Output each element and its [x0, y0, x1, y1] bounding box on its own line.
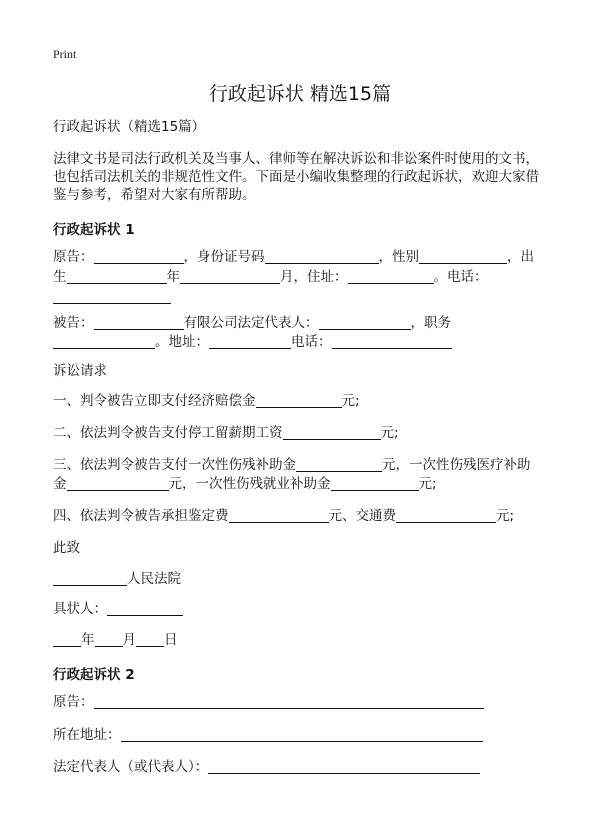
s2-plaintiff-blank[interactable] — [94, 693, 484, 709]
claim-4 — [53, 507, 514, 526]
legal-rep-blank[interactable] — [319, 314, 411, 330]
company-blank[interactable] — [94, 314, 184, 330]
s2-rep-blank[interactable] — [208, 758, 480, 774]
gender-blank[interactable] — [419, 248, 507, 264]
section-1-heading: 行政起诉状 1 — [53, 222, 135, 238]
claim-2-unit: 元; — [380, 425, 399, 441]
defendant-line-2 — [53, 333, 452, 352]
claim-3-text-c: 金 — [53, 476, 67, 492]
defendant-line-1 — [53, 314, 451, 333]
signer-blank[interactable] — [107, 600, 183, 616]
date-day-label: 日 — [164, 632, 178, 648]
date-year-blank[interactable] — [53, 631, 81, 647]
section-2-heading: 行政起诉状 2 — [53, 667, 135, 683]
intro-line-2: 也包括司法机关的非规范性文件。下面是小编收集整理的行政起诉状，欢迎大家借 — [53, 169, 539, 185]
phone-label: 。电话： — [433, 269, 488, 285]
plaintiff-line-2 — [53, 268, 488, 287]
s2-address-blank[interactable] — [121, 726, 483, 742]
claims-heading: 诉讼请求 — [53, 363, 107, 379]
claim-1-blank[interactable] — [256, 392, 342, 408]
transport-fee-blank[interactable] — [396, 507, 496, 523]
defendant-label: 被告： — [53, 315, 94, 331]
plaintiff-line-1 — [53, 248, 534, 267]
post-blank[interactable] — [53, 333, 155, 349]
born-label-a: ，出 — [507, 249, 534, 265]
plaintiff-name-blank[interactable] — [94, 248, 184, 264]
post-label: ，职务 — [410, 315, 451, 331]
claim-2-text: 二、依法判令被告支付停工留薪期工资 — [53, 425, 283, 441]
claim-3-line-1 — [53, 456, 531, 475]
claim-3-text-d: 元，一次性伤残就业补助金 — [168, 476, 331, 492]
s2-rep-label: 法定代表人（或代表人）： — [53, 759, 209, 775]
claim-2 — [53, 424, 399, 443]
claim-3-line-2 — [53, 475, 437, 494]
date-line — [53, 631, 178, 650]
date-month-blank[interactable] — [95, 631, 123, 647]
court-blank[interactable] — [53, 570, 127, 586]
claim-2-blank[interactable] — [283, 424, 381, 440]
signer-line — [53, 600, 183, 619]
plaintiff-phone-blank[interactable] — [53, 288, 171, 304]
defendant-phone-blank[interactable] — [332, 333, 452, 349]
date-day-blank[interactable] — [136, 631, 164, 647]
court-line — [53, 570, 181, 589]
claim-3-blank-1[interactable] — [296, 456, 382, 472]
intro-line-3: 鉴与参考，希望对大家有所帮助。 — [53, 187, 256, 203]
claim-3-text-b: 元，一次性伤残医疗补助 — [382, 457, 531, 473]
defendant-address-label: 。地址： — [155, 334, 209, 350]
claim-3-unit: 元; — [418, 476, 437, 492]
claim-1-unit: 元; — [341, 393, 360, 409]
claim-4-text-b: 元、交通费 — [328, 508, 396, 524]
gender-label: ，性别 — [378, 249, 419, 265]
s2-rep-line — [53, 758, 480, 777]
s2-plaintiff-label: 原告： — [53, 694, 94, 710]
address-blank[interactable] — [348, 268, 434, 284]
print-link[interactable]: Print — [53, 47, 77, 61]
date-month-label: 月 — [122, 632, 136, 648]
defendant-address-blank[interactable] — [209, 333, 291, 349]
intro-line-1: 法律文书是司法行政机关及当事人、律师等在解决诉讼和非讼案件时使用的文书， — [53, 151, 539, 167]
legal-rep-label: 有限公司法定代表人： — [183, 315, 319, 331]
birth-month-blank[interactable] — [180, 268, 280, 284]
s2-plaintiff-line — [53, 693, 484, 712]
id-number-blank[interactable] — [265, 248, 379, 264]
claim-4-unit: 元; — [496, 508, 515, 524]
signer-label: 具状人： — [53, 601, 107, 617]
address-label: 月，住址： — [280, 269, 348, 285]
claim-3-text: 三、依法判令被告支付一次性伤残补助金 — [53, 457, 296, 473]
claim-1-text: 一、判令被告立即支付经济赔偿金 — [53, 393, 256, 409]
born-label-b: 生 — [53, 269, 67, 285]
claim-3-blank-3[interactable] — [331, 475, 419, 491]
defendant-phone-label: 电话： — [291, 334, 332, 350]
salutation: 此致 — [53, 540, 80, 556]
subtitle: 行政起诉状（精选15篇） — [53, 119, 206, 135]
s2-address-label: 所在地址： — [53, 727, 121, 743]
claim-4-text: 四、依法判令被告承担鉴定费 — [53, 508, 229, 524]
court-label: 人民法院 — [127, 571, 181, 587]
claim-3-blank-2[interactable] — [67, 475, 169, 491]
plaintiff-label: 原告： — [53, 249, 94, 265]
id-label: ，身份证号码 — [183, 249, 265, 265]
s2-address-line — [53, 726, 483, 745]
year-label: 年 — [166, 269, 180, 285]
page-title: 行政起诉状 精选15篇 — [208, 83, 392, 105]
claim-1 — [53, 392, 360, 411]
birth-year-blank[interactable] — [67, 268, 167, 284]
date-year-label: 年 — [81, 632, 95, 648]
appraisal-fee-blank[interactable] — [229, 507, 329, 523]
plaintiff-line-3 — [53, 288, 171, 307]
